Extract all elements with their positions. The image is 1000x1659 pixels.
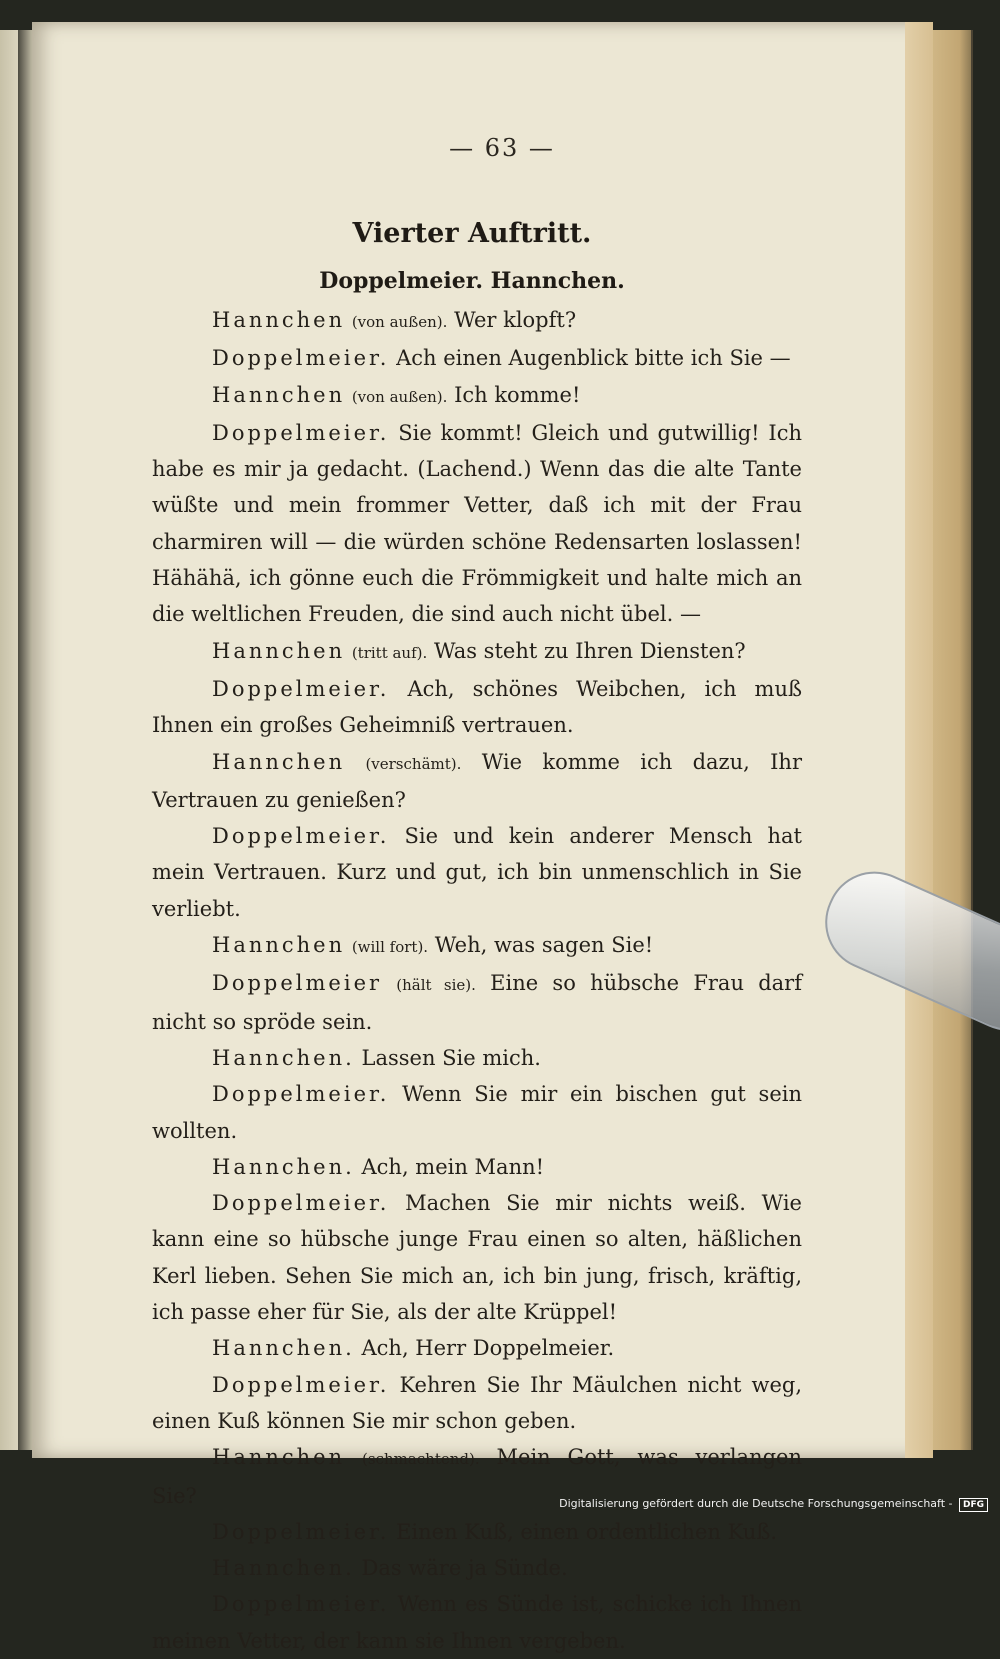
dialogue-line [152,377,802,415]
speaker-name: Hannchen [212,933,346,958]
stage-direction: (schmachtend). [362,1450,480,1469]
stage-direction: (verschämt). [365,754,462,773]
spoken-text: Kehren Sie Ihr Mäulchen nicht weg, einen Kuß können Sie mir schon geben. [152,1372,802,1433]
spoken-text: Ach, mein Mann! [361,1154,545,1179]
book-cover-edge [933,30,973,1450]
speaker-name: Hannchen [212,638,346,663]
spoken-text: Ach, schönes Weibchen, ich muß Ihnen ein großes Geheimniß vertrauen. [152,676,802,738]
dialogue-line [152,302,802,340]
dialogue-line [152,340,802,376]
stage-direction: (von außen). [351,387,448,406]
dialogue-line [152,965,802,1040]
dialogue-text [152,302,802,1659]
speaker-name: Doppelmeier. [212,1191,390,1216]
footer-text: Digitalisierung gefördert durch die Deutsche Forschungsgemeinschaft - [559,1497,953,1510]
scene-title: Vierter Auftritt. [352,218,592,249]
spoken-text: Das wäre ja Sünde. [361,1556,568,1581]
speaker-name: Hannchen [212,749,346,774]
dialogue-line [152,927,802,965]
spoken-text: Ich komme! [454,382,581,407]
spoken-text: Lassen Sie mich. [361,1045,541,1070]
dialogue-line [152,1586,802,1659]
speaker-name: Doppelmeier. [212,1372,390,1397]
footer-credit [559,1497,988,1512]
page-stack-edge [905,22,933,1458]
page-number: — 63 — [449,134,555,162]
speaker-name: Doppelmeier. [212,824,390,849]
spoken-text: Wenn Sie mir ein bischen gut sein wollten. [152,1082,802,1143]
scene-characters: Doppelmeier. Hannchen. [319,268,625,294]
dialogue-line [152,1514,802,1550]
spoken-text: Wenn es Sünde ist, schicke ich Ihnen meinen Vetter, der kann sie Ihnen vergeben. [152,1592,802,1653]
speaker-name: Doppelmeier. [212,346,390,371]
speaker-name: Doppelmeier. [212,676,390,701]
stage-direction: (von außen). [351,313,448,331]
dialogue-line [152,415,802,633]
dialogue-line [152,1076,802,1149]
dialogue-line [152,633,802,671]
spoken-text: Einen Kuß, einen ordentlichen Kuß. [396,1519,778,1544]
dialogue-line [152,1040,802,1076]
spoken-text: Ach einen Augenblick bitte ich Sie — [396,346,791,371]
spoken-text: Weh, was sagen Sie! [434,933,654,958]
stage-direction: (hält sie). [396,976,476,995]
spoken-text: Sie und kein anderer Mensch hat mein Vertrauen. Kurz und gut, ich bin unmenschlich in Sie verliebt. [152,824,802,921]
dialogue-line [152,744,802,819]
speaker-name: Hannchen [212,1445,346,1470]
speaker-name: Hannchen. [212,1556,355,1581]
speaker-name: Hannchen [212,382,346,407]
speaker-name: Hannchen [212,308,346,332]
dialogue-line [152,1330,802,1366]
spoken-text: Was steht zu Ihren Diensten? [433,638,746,663]
dfg-logo: DFG [959,1498,988,1512]
speaker-name: Hannchen. [212,1154,355,1179]
stage-direction: (tritt auf). [351,643,428,662]
dialogue-line [152,818,802,927]
speaker-name: Hannchen. [212,1336,355,1361]
spoken-text: Eine so hübsche Frau darf nicht so spröde sein. [152,971,802,1034]
stage-direction: (will fort). [351,938,429,957]
dialogue-line [152,1550,802,1586]
spoken-text: Wie komme ich dazu, Ihr Vertrauen zu genießen? [152,749,802,812]
speaker-name: Doppelmeier. [212,420,390,445]
speaker-name: Doppelmeier. [212,1592,390,1617]
dialogue-line [152,1367,802,1440]
spoken-text: Ach, Herr Doppelmeier. [361,1336,615,1361]
dialogue-line [152,1149,802,1185]
dialogue-line [152,671,802,744]
spoken-text: Mein Gott, was verlangen Sie? [152,1445,802,1508]
speaker-name: Hannchen. [212,1045,355,1070]
speaker-name: Doppelmeier [212,971,383,996]
speaker-name: Doppelmeier. [212,1082,390,1107]
spoken-text: Wer klopft? [454,308,577,332]
spoken-text: Sie kommt! Gleich und gutwillig! Ich habe es mir ja gedacht. (Lachend.) Wenn das die alte Tante wüßte und mein frommer Vetter, daß ich mit der Frau charmiren will — die würden schöne Redensarten loslassen! Hähähä, ich gönne euch die Frömmigkeit und halte mich an die weltlichen Freuden, die sind auch nicht übel. — [152,420,802,627]
speaker-name: Doppelmeier. [212,1519,390,1544]
dialogue-line [152,1185,802,1330]
spoken-text: Machen Sie mir nichts weiß. Wie kann eine so hübsche junge Frau einen so alten, häßlichen Kerl lieben. Sehen Sie mich an, ich bin jung, frisch, kräftig, ich passe eher für Sie, als der alte Krüppel! [152,1191,802,1325]
